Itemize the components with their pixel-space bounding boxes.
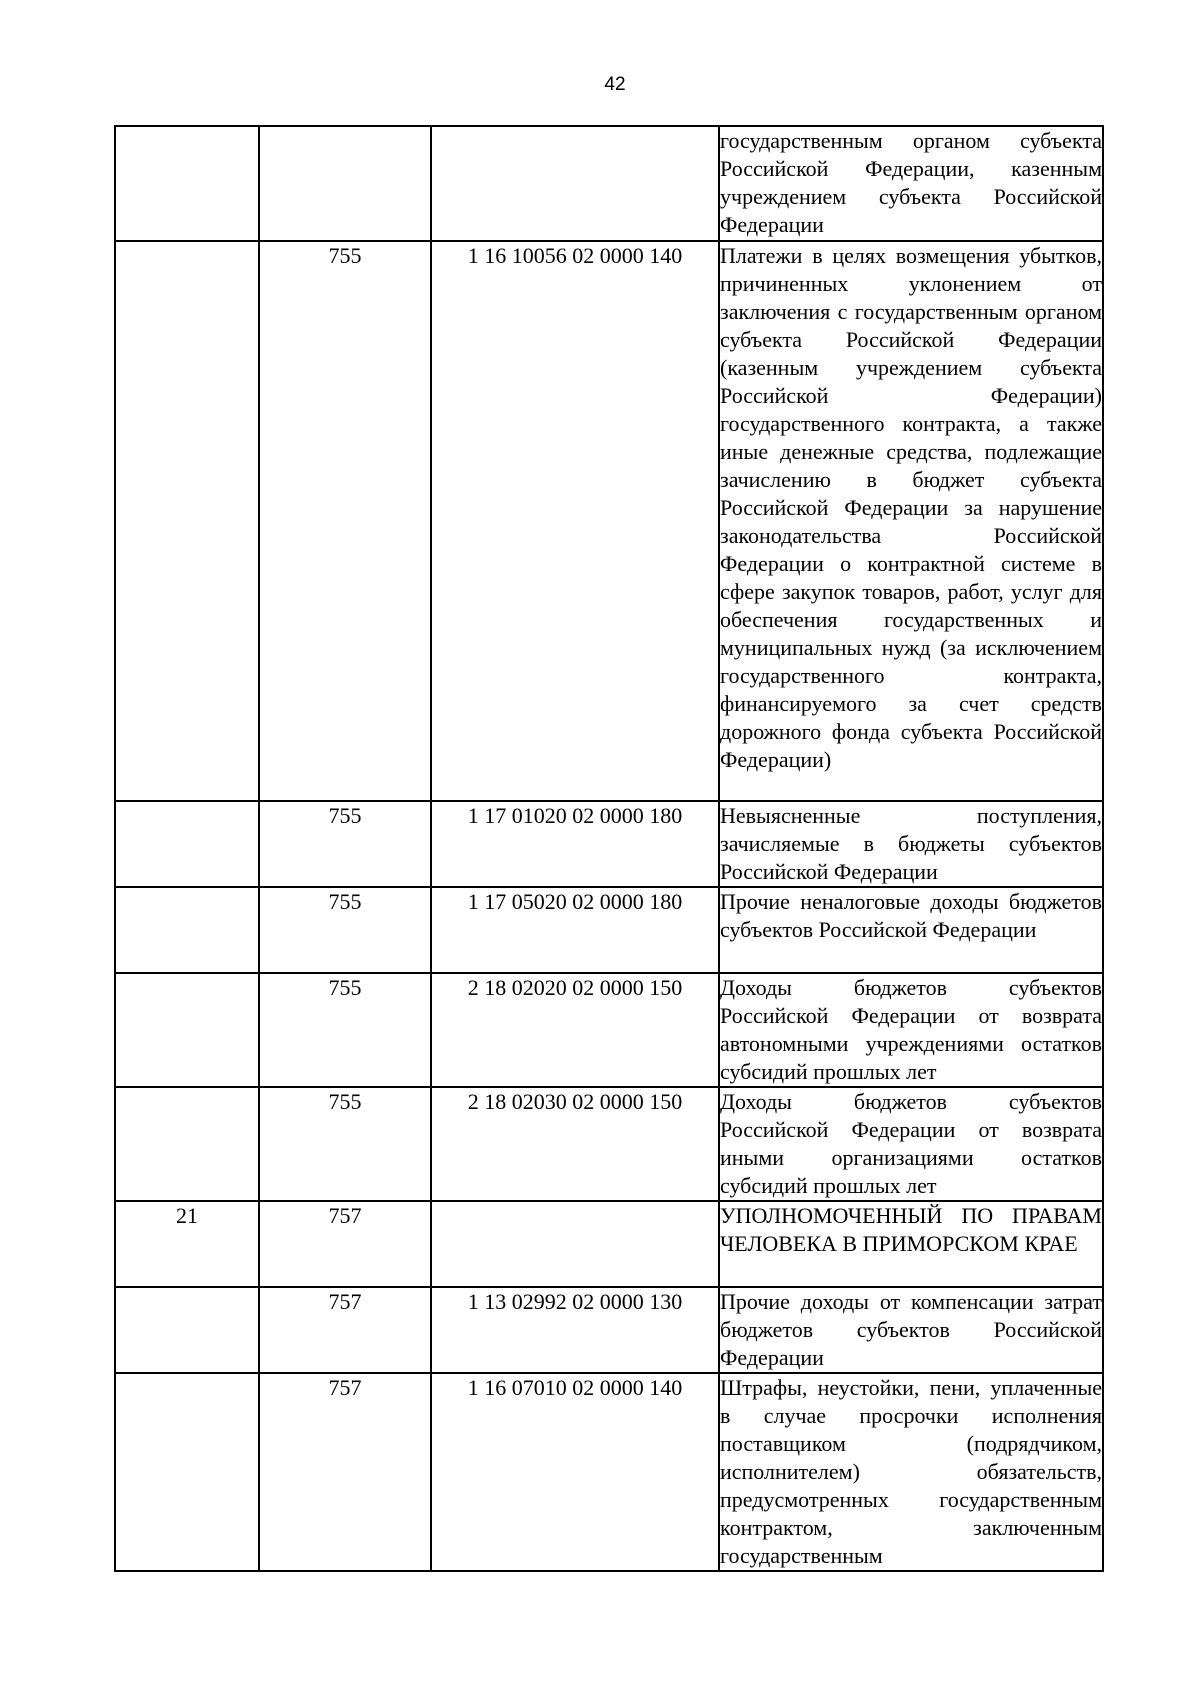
admin-code-cell: 755 (259, 241, 431, 801)
revenue-name-cell: Доходы бюджетов субъектов Российской Федерации от возврата иными организациями остатков субсидий прошлых лет (719, 1087, 1103, 1201)
table-row (115, 801, 1103, 887)
revenue-code-cell: 1 16 07010 02 0000 140 (431, 1373, 719, 1571)
row-number-cell (115, 801, 259, 887)
revenue-code-cell (431, 126, 719, 241)
table-row (115, 887, 1103, 973)
section-heading-cell: УПОЛНОМОЧЕННЫЙ ПО ПРАВАМ ЧЕЛОВЕКА В ПРИМОРСКОМ КРАЕ (719, 1201, 1103, 1287)
revenue-name-cell: Доходы бюджетов субъектов Российской Федерации от возврата автономными учреждениями остатков субсидий прошлых лет (719, 973, 1103, 1087)
admin-code-cell: 755 (259, 887, 431, 973)
revenue-codes-table (114, 125, 1104, 1572)
revenue-code-cell: 1 13 02992 02 0000 130 (431, 1287, 719, 1373)
row-number-cell: 21 (115, 1201, 259, 1287)
revenue-name-cell: Прочие доходы от компенсации затрат бюджетов субъектов Российской Федерации (719, 1287, 1103, 1373)
admin-code-cell: 755 (259, 973, 431, 1087)
admin-code-cell: 757 (259, 1373, 431, 1571)
table-row (115, 241, 1103, 801)
revenue-name-cell: Невыясненные поступления, зачисляемые в бюджеты субъектов Российской Федерации (719, 801, 1103, 887)
row-number-cell (115, 887, 259, 973)
table-row (115, 1087, 1103, 1201)
table-row (115, 1201, 1103, 1287)
admin-code-cell: 757 (259, 1287, 431, 1373)
revenue-code-cell: 1 17 01020 02 0000 180 (431, 801, 719, 887)
revenue-name-cell: Платежи в целях возмещения убытков, причиненных уклонением от заключения с государственным органом субъекта Российской Федерации (казенным учреждением субъекта Российской Федерации) государственного контракта, а также иные денежные средства, подлежащие зачислению в бюджет субъекта Российской Федерации за нарушение законодательства Российской Федерации о контрактной системе в сфере закупок товаров, работ, услуг для обеспечения государственных и муниципальных нужд (за исключением государственного контракта, финансируемого за счет средств дорожного фонда субъекта Российской Федерации) (719, 241, 1103, 801)
table-row (115, 126, 1103, 241)
row-number-cell (115, 1287, 259, 1373)
revenue-code-cell: 2 18 02020 02 0000 150 (431, 973, 719, 1087)
row-number-cell (115, 973, 259, 1087)
row-number-cell (115, 1087, 259, 1201)
admin-code-cell: 755 (259, 1087, 431, 1201)
revenue-code-cell: 2 18 02030 02 0000 150 (431, 1087, 719, 1201)
revenue-name-cell: государственным органом субъекта Российской Федерации, казенным учреждением субъекта Российской Федерации (719, 126, 1103, 241)
revenue-code-cell: 1 16 10056 02 0000 140 (431, 241, 719, 801)
table-row (115, 973, 1103, 1087)
admin-code-cell: 757 (259, 1201, 431, 1287)
page-number: 42 (604, 74, 626, 95)
revenue-code-cell: 1 17 05020 02 0000 180 (431, 887, 719, 973)
table-row (115, 1373, 1103, 1571)
row-number-cell (115, 241, 259, 801)
row-number-cell (115, 1373, 259, 1571)
revenue-name-cell: Штрафы, неустойки, пени, уплаченные в случае просрочки исполнения поставщиком (подрядчиком, исполнителем) обязательств, предусмотренных государственным контрактом, заключенным государственным (719, 1373, 1103, 1571)
revenue-code-cell (431, 1201, 719, 1287)
revenue-name-cell: Прочие неналоговые доходы бюджетов субъектов Российской Федерации (719, 887, 1103, 973)
admin-code-cell (259, 126, 431, 241)
table-row (115, 1287, 1103, 1373)
admin-code-cell: 755 (259, 801, 431, 887)
row-number-cell (115, 126, 259, 241)
